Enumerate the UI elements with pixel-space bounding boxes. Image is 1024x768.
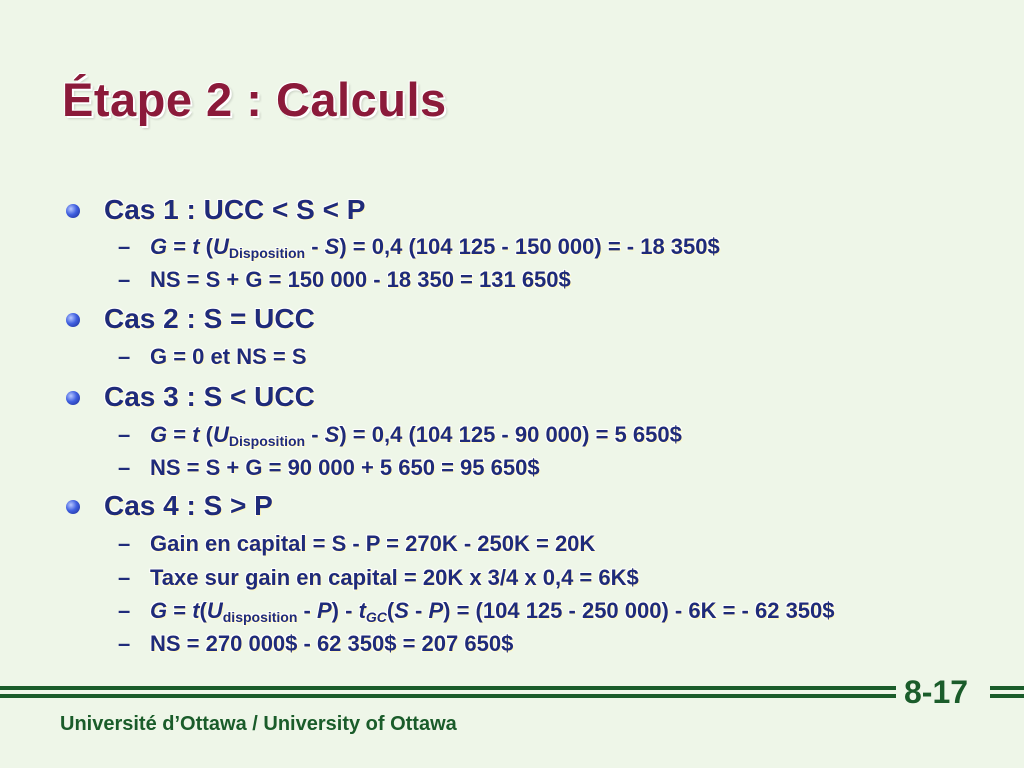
case-2-heading: Cas 2 : S = UCC xyxy=(104,303,315,334)
case-4-ns-formula: NS = 270 000$ - 62 350$ = 207 650$ xyxy=(150,631,514,656)
dash-icon: – xyxy=(118,344,131,369)
case-1-gain-formula: G = t $(U_{Disposition} - S) = 0,4$ (104 125 - 150 000) = - 18 350$ xyxy=(150,234,720,261)
case-1-ns-formula: NS = S + G = 150 000 - 18 350 = 131 650$ xyxy=(150,267,571,292)
dash-icon: – xyxy=(118,631,131,656)
dash-icon: – xyxy=(118,598,131,623)
dash-icon: – xyxy=(118,565,131,590)
page-title: Étape 2 : Calculs xyxy=(62,73,447,126)
case-4-gain-formula: $G = t(U_{disposition} - P) - t_{GC}(S - P) = (104$ 125 - 250 000) - 6K = - 62 350$ xyxy=(150,598,835,625)
page-number: 8-17 xyxy=(904,674,969,710)
dash-icon: – xyxy=(118,267,131,292)
case-2-formula: G = 0 et NS = S xyxy=(150,344,307,369)
bullet-icon xyxy=(66,500,80,514)
dash-icon: – xyxy=(118,234,131,259)
dash-icon: – xyxy=(118,455,131,480)
case-4-heading: Cas 4 : S > P xyxy=(104,490,273,521)
footer-rule-top xyxy=(0,686,896,690)
case-4-gain-line: Gain en capital = S - P = 270K - 250K = 20K xyxy=(150,531,596,556)
case-1-heading: Cas 1 : UCC < S < P xyxy=(104,194,366,225)
case-3-ns-formula: NS = S + G = 90 000 + 5 650 = 95 650$ xyxy=(150,455,540,480)
footer-rule-right-top xyxy=(990,686,1024,690)
case-3-heading: Cas 3 : S < UCC xyxy=(104,381,315,412)
case-4-tax-line: Taxe sur gain en capital = 20K x 3/4 x 0,4 = 6K$ xyxy=(150,565,639,590)
footer-university: Université d’Ottawa / University of Ottawa xyxy=(60,713,457,735)
footer-rule-right-bottom xyxy=(990,694,1024,698)
dash-icon: – xyxy=(118,531,131,556)
bullet-icon xyxy=(66,204,80,218)
dash-icon: – xyxy=(118,422,131,447)
bullet-icon xyxy=(66,313,80,327)
case-3-gain-formula: G = t $(U_{Disposition} - S) = 0,4$ (104 125 - 90 000) = 5 650$ xyxy=(150,422,682,449)
bullet-icon xyxy=(66,391,80,405)
footer-rule-bottom xyxy=(0,694,896,698)
